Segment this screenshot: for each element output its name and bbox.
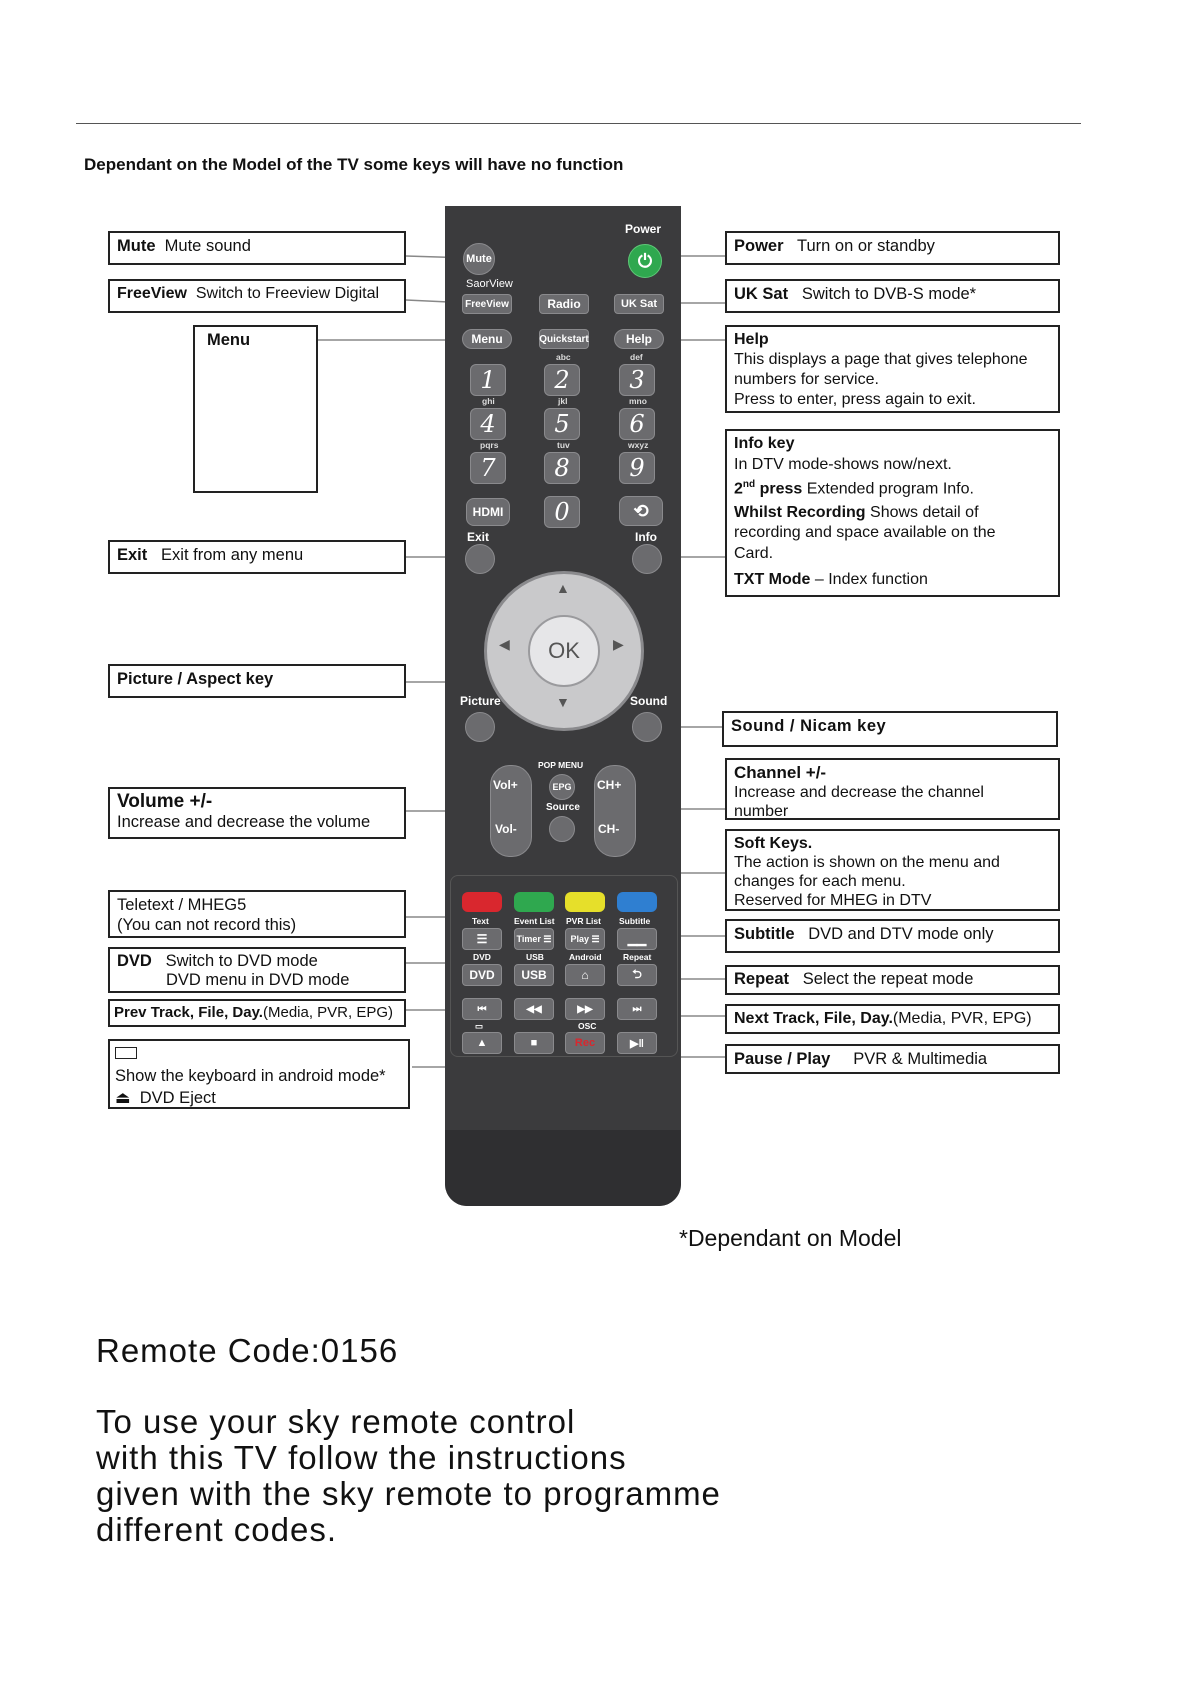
osc-caption: OSC	[578, 1021, 597, 1031]
source-button[interactable]	[549, 816, 575, 842]
epg-button-label: EPG	[552, 782, 572, 792]
dvd-button-label: DVD	[469, 968, 495, 982]
top-rule	[76, 123, 1081, 124]
yellow-key[interactable]	[565, 892, 605, 912]
text-caption: Text	[472, 916, 489, 926]
dvd-key-name: DVD	[117, 952, 152, 970]
repeat-key-name: Repeat	[734, 970, 790, 988]
info-line2-sup: nd	[742, 479, 756, 490]
vol-plus-label: Vol+	[493, 778, 518, 792]
teletext-line1: Teletext / MHEG5	[117, 896, 247, 914]
help-button-label: Help	[625, 332, 652, 346]
stop-button[interactable]	[514, 1032, 554, 1054]
info-button[interactable]	[632, 544, 662, 574]
instructions	[96, 1404, 721, 1548]
swap-icon: ⟲	[633, 500, 649, 521]
prev-key-name: Prev Track, File, Day.	[114, 1004, 263, 1021]
quickstart-button[interactable]	[539, 329, 589, 349]
help-line1: This displays a page that gives telephone	[734, 351, 1028, 368]
rewind-icon: ◀◀	[526, 1003, 542, 1015]
eject-button-icon: ▲	[476, 1037, 488, 1049]
arrow-up-icon[interactable]: ▲	[556, 580, 570, 596]
volume-key-name: Volume +/-	[117, 791, 213, 812]
swap-button[interactable]	[619, 496, 663, 526]
keyboard-line2: DVD Eject	[139, 1089, 216, 1107]
info-line5: Card.	[734, 544, 774, 562]
exit-desc: Exit from any menu	[161, 546, 304, 564]
help-key-name: Help	[734, 331, 769, 348]
help-line3: Press to enter, press again to exit.	[734, 391, 976, 408]
eventlist-caption: Event List	[514, 916, 555, 926]
rewind-button[interactable]	[514, 998, 554, 1020]
usb-button[interactable]	[514, 964, 554, 986]
next-track-button[interactable]	[617, 998, 657, 1020]
label-power	[725, 231, 1060, 265]
label-repeat	[725, 965, 1060, 995]
pvrlist-caption: PVR List	[566, 916, 601, 926]
softkeys-line3: Reserved for MHEG in DTV	[734, 892, 932, 909]
softkeys-line1: The action is shown on the menu and	[734, 854, 1000, 871]
keyboard-small-icon: ▭	[475, 1021, 484, 1031]
pause-desc: PVR & Multimedia	[853, 1050, 988, 1068]
text-lines-icon: ☰	[476, 932, 488, 946]
uksat-button-label: UK Sat	[620, 298, 658, 310]
mute-button-label: Mute	[466, 253, 492, 265]
ok-label: OK	[548, 638, 580, 663]
remote-bottom	[445, 1130, 681, 1206]
footnote: *Dependant on Model	[679, 1225, 902, 1251]
subtitle-key-name: Subtitle	[734, 925, 795, 943]
eject-icon: ⏏	[115, 1089, 131, 1107]
source-caption: Source	[546, 802, 580, 813]
subtitle-desc: DVD and DTV mode only	[808, 925, 994, 943]
letters-abc: abc	[556, 352, 571, 362]
label-uksat	[725, 279, 1060, 313]
dvd-button[interactable]	[462, 964, 502, 986]
play-lines-icon: ☰	[588, 933, 600, 944]
hdmi-button-label: HDMI	[472, 505, 504, 519]
repeat-caption: Repeat	[623, 952, 652, 962]
label-volume	[108, 787, 406, 839]
exit-button[interactable]	[465, 544, 495, 574]
label-menu	[193, 325, 318, 493]
subtitle-line-icon: ▁▁	[627, 932, 647, 946]
digit-0[interactable]: 0	[544, 496, 580, 528]
keyboard-icon	[115, 1047, 137, 1059]
freeview-desc: Switch to Freeview Digital	[195, 285, 380, 302]
info-line1: In DTV mode-shows now/next.	[734, 455, 952, 473]
dvd-line2: DVD menu in DVD mode	[166, 971, 350, 989]
channel-line1: Increase and decrease the channel	[734, 784, 984, 801]
info-line6-key: TXT Mode	[734, 571, 811, 589]
ok-button[interactable]	[528, 615, 600, 687]
next-track-icon: ⏭	[632, 1003, 642, 1015]
freeview-button-label: FreeView	[465, 298, 509, 310]
sound-button[interactable]	[632, 712, 662, 742]
power-button[interactable]	[628, 244, 662, 278]
pause-play-button[interactable]	[617, 1032, 657, 1054]
exit-key-name: Exit	[117, 546, 148, 564]
green-key[interactable]	[514, 892, 554, 912]
letters-mno: mno	[629, 396, 647, 406]
radio-button[interactable]	[539, 294, 589, 314]
digit-9[interactable]: 9	[619, 452, 655, 484]
prev-desc: (Media, PVR, EPG)	[262, 1004, 394, 1021]
fast-forward-icon: ▶▶	[577, 1003, 593, 1015]
uksat-desc: Switch to DVB-S mode*	[801, 285, 977, 303]
ch-plus-label: CH+	[597, 778, 622, 792]
label-softkeys	[725, 829, 1060, 911]
label-subtitle	[725, 919, 1060, 953]
exit-caption: Exit	[467, 530, 490, 544]
info-line2-num: 2	[734, 480, 743, 498]
info-line2-key: press	[759, 480, 803, 498]
page-heading: Dependant on the Model of the TV some keys will have no function	[84, 155, 624, 174]
next-key-name: Next Track, File, Day.	[734, 1010, 893, 1027]
mute-key-name: Mute	[117, 237, 156, 255]
usb-caption: USB	[526, 952, 544, 962]
letters-def: def	[630, 352, 643, 362]
info-line2-desc: Extended program Info.	[806, 480, 974, 498]
letters-pqrs: pqrs	[480, 440, 499, 450]
freeview-button[interactable]	[462, 294, 512, 314]
radio-button-label: Radio	[547, 297, 581, 311]
digit-5[interactable]: 5	[544, 408, 580, 440]
timer-button[interactable]	[514, 928, 554, 950]
digit-6[interactable]: 6	[619, 408, 655, 440]
freeview-key-name: FreeView	[117, 285, 187, 302]
uksat-key-name: UK Sat	[734, 285, 789, 303]
repeat-button[interactable]	[617, 964, 657, 986]
arrow-down-icon[interactable]: ▼	[556, 694, 570, 710]
popmenu-caption: POP MENU	[538, 760, 584, 770]
uksat-button[interactable]	[614, 294, 664, 314]
rec-button-label: Rec	[574, 1037, 596, 1049]
keyboard-line1: Show the keyboard in android mode*	[115, 1067, 386, 1085]
android-button[interactable]	[565, 964, 605, 986]
quickstart-button-label: Quickstart	[539, 333, 589, 345]
label-pause	[725, 1044, 1060, 1074]
letters-ghi: ghi	[482, 396, 495, 406]
instruction-line-3: given with the sky remote to programme	[96, 1475, 721, 1512]
softkeys-key-name: Soft Keys.	[734, 835, 813, 852]
letters-wxyz: wxyz	[628, 440, 649, 450]
digit-1[interactable]: 1	[470, 364, 506, 396]
pause-play-icon: ▶‖	[630, 1037, 644, 1050]
home-icon: ⌂	[581, 968, 589, 982]
arrow-left-icon[interactable]: ◀	[499, 636, 510, 652]
label-freeview	[108, 279, 406, 313]
rec-button[interactable]	[565, 1032, 605, 1054]
info-key-name: Info key	[734, 435, 795, 452]
menu-button-label: Menu	[471, 332, 503, 346]
teletext-line2: (You can not record this)	[117, 916, 297, 934]
picture-button[interactable]	[465, 712, 495, 742]
repeat-icon: ⮌	[632, 966, 642, 981]
pause-key-name: Pause / Play	[734, 1050, 831, 1068]
digit-8[interactable]: 8	[544, 452, 580, 484]
saorview-caption: SaorView	[466, 278, 513, 290]
timer-lines-icon: ☰	[540, 933, 552, 944]
softkeys-line2: changes for each menu.	[734, 873, 906, 890]
fast-forward-button[interactable]	[565, 998, 605, 1020]
channel-line2: number	[734, 803, 789, 820]
letters-jkl: jkl	[558, 396, 568, 406]
letters-tuv: tuv	[557, 440, 570, 450]
arrow-right-icon[interactable]: ▶	[613, 636, 624, 652]
power-desc: Turn on or standby	[797, 237, 935, 255]
blue-key[interactable]	[617, 892, 657, 912]
channel-key-name: Channel +/-	[734, 763, 827, 782]
menu-button[interactable]	[462, 329, 512, 349]
digit-2[interactable]: 2	[544, 364, 580, 396]
sound-caption: Sound	[630, 694, 668, 708]
picture-key-name: Picture / Aspect key	[117, 670, 274, 688]
info-line4: recording and space available on the	[734, 524, 996, 542]
prev-track-icon: ⏮	[477, 1003, 487, 1015]
label-dvd	[108, 947, 406, 993]
label-channel	[725, 758, 1060, 820]
stop-icon: ■	[530, 1037, 538, 1049]
label-prev	[108, 999, 406, 1027]
next-desc: (Media, PVR, EPG)	[892, 1010, 1032, 1027]
red-key[interactable]	[462, 892, 502, 912]
instruction-line-4: different codes.	[96, 1511, 338, 1548]
info-caption: Info	[635, 530, 657, 544]
repeat-desc: Select the repeat mode	[802, 970, 974, 988]
label-info	[725, 429, 1060, 597]
info-line3-key: Whilst Recording	[734, 503, 866, 521]
ch-minus-label: CH-	[598, 822, 620, 836]
digit-7[interactable]: 7	[470, 452, 506, 484]
instruction-line-2: with this TV follow the instructions	[96, 1439, 627, 1476]
subtitle-caption: Subtitle	[619, 916, 651, 926]
sound-key-name: Sound / Nicam key	[731, 717, 887, 735]
info-line6-desc: – Index function	[814, 571, 928, 589]
dvd-line1: Switch to DVD mode	[165, 952, 318, 970]
hdmi-button[interactable]	[466, 498, 510, 526]
label-keyboard	[108, 1039, 410, 1109]
text-button[interactable]	[462, 928, 502, 950]
mute-button[interactable]	[463, 243, 495, 275]
subtitle-button[interactable]	[617, 928, 657, 950]
digit-3[interactable]: 3	[619, 364, 655, 396]
power-key-name: Power	[734, 237, 784, 255]
power-icon: ⏻	[637, 250, 653, 271]
android-caption: Android	[569, 952, 602, 962]
dvd-caption: DVD	[473, 952, 491, 962]
label-help	[725, 325, 1060, 413]
label-teletext	[108, 890, 406, 938]
remote-code: Remote Code:0156	[96, 1332, 399, 1369]
instruction-line-1: To use your sky remote control	[96, 1403, 576, 1440]
info-line3-desc: Shows detail of	[870, 503, 979, 521]
help-line2: numbers for service.	[734, 371, 879, 388]
label-mute	[108, 231, 406, 265]
timer-button-label: Timer	[516, 934, 541, 944]
menu-key-name: Menu	[207, 331, 251, 349]
digit-4[interactable]: 4	[470, 408, 506, 440]
play-button[interactable]	[565, 928, 605, 950]
usb-button-label: USB	[521, 968, 547, 982]
power-caption: Power	[625, 222, 662, 236]
label-exit	[108, 540, 406, 574]
volume-desc: Increase and decrease the volume	[117, 813, 371, 831]
picture-caption: Picture	[460, 694, 501, 708]
vol-minus-label: Vol-	[495, 822, 517, 836]
prev-track-button[interactable]	[462, 998, 502, 1020]
epg-button[interactable]	[549, 774, 575, 800]
label-sound	[722, 711, 1058, 747]
help-button[interactable]	[614, 329, 664, 349]
eject-button[interactable]	[462, 1032, 502, 1054]
label-picture	[108, 664, 406, 698]
label-next	[725, 1004, 1060, 1034]
play-button-label: Play	[570, 934, 589, 944]
mute-desc: Mute sound	[164, 237, 251, 255]
